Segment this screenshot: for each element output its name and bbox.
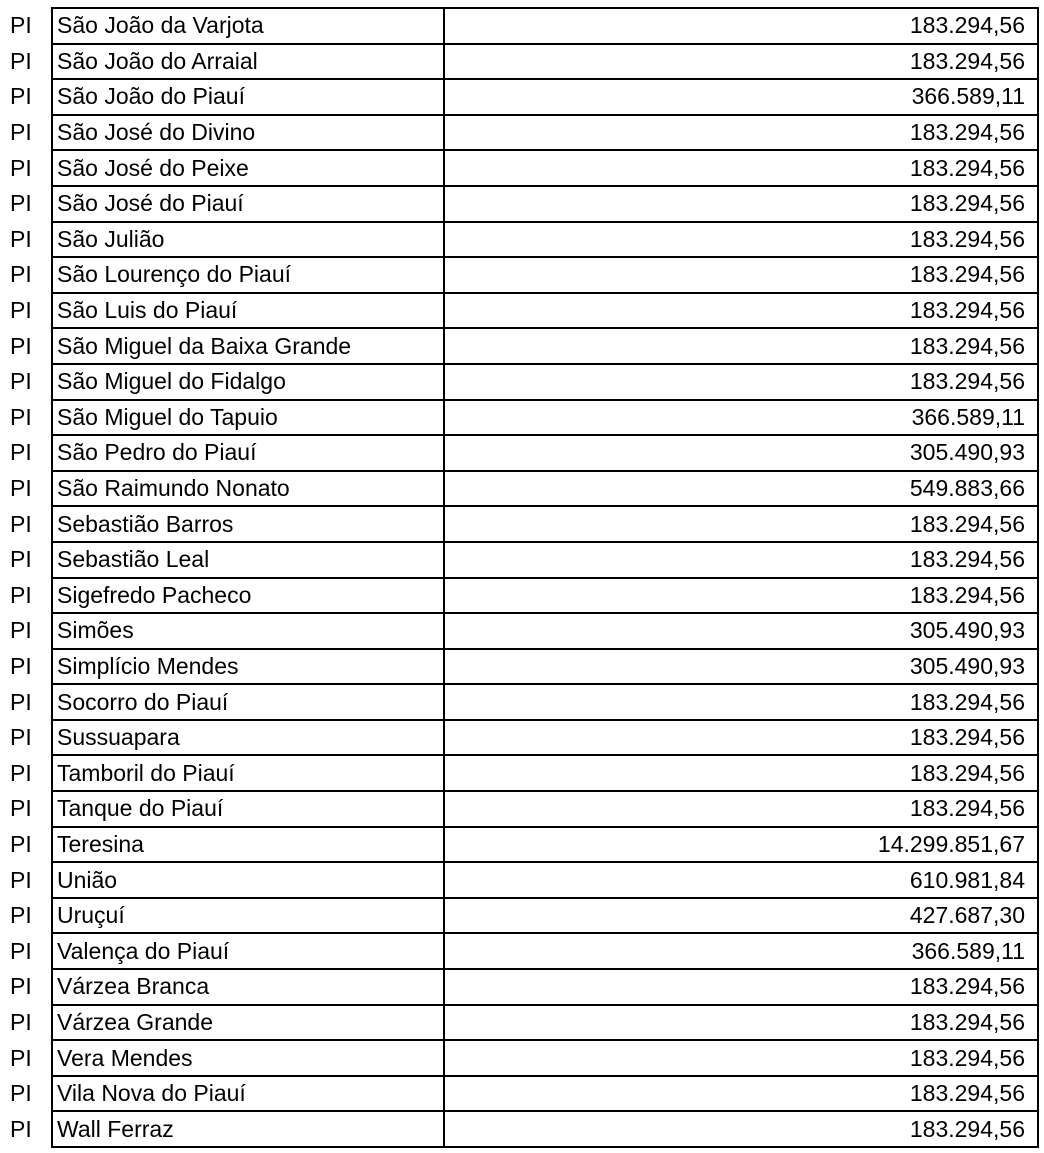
municipality-cell: Sebastião Barros <box>52 506 444 542</box>
municipality-cell: São João do Piauí <box>52 79 444 115</box>
value-cell: 305.490,93 <box>444 435 1038 471</box>
state-cell: PI <box>10 617 32 644</box>
state-cell: PI <box>10 190 32 217</box>
value-cell: 183.294,56 <box>444 150 1038 186</box>
state-cell: PI <box>10 937 32 964</box>
table-row <box>0 578 1038 614</box>
state-cell: PI <box>10 83 32 110</box>
value-cell: 183.294,56 <box>444 44 1038 80</box>
value-cell: 183.294,56 <box>444 969 1038 1005</box>
table-row <box>0 44 1038 80</box>
table-row <box>0 1040 1038 1076</box>
municipality-cell: São Raimundo Nonato <box>52 471 444 507</box>
state-cell: PI <box>10 368 32 395</box>
table-row <box>0 1076 1038 1112</box>
table-row <box>0 8 1038 44</box>
value-cell: 549.883,66 <box>444 471 1038 507</box>
table-row <box>0 400 1038 436</box>
state-cell: PI <box>10 688 32 715</box>
value-cell: 183.294,56 <box>444 115 1038 151</box>
value-cell: 183.294,56 <box>444 328 1038 364</box>
table-row <box>0 933 1038 969</box>
value-cell: 305.490,93 <box>444 649 1038 685</box>
value-cell: 183.294,56 <box>444 542 1038 578</box>
value-cell: 183.294,56 <box>444 293 1038 329</box>
municipality-cell: São Lourenço do Piauí <box>52 257 444 293</box>
state-cell: PI <box>10 297 32 324</box>
state-cell: PI <box>10 973 32 1000</box>
state-cell: PI <box>10 225 32 252</box>
table-row <box>0 186 1038 222</box>
table-row <box>0 150 1038 186</box>
municipality-cell: Sigefredo Pacheco <box>52 578 444 614</box>
state-cell: PI <box>10 1080 32 1107</box>
value-cell: 183.294,56 <box>444 1005 1038 1041</box>
value-cell: 183.294,56 <box>444 1076 1038 1112</box>
table-row <box>0 79 1038 115</box>
state-cell: PI <box>10 546 32 573</box>
table-row <box>0 862 1038 898</box>
table-row <box>0 827 1038 863</box>
state-cell: PI <box>10 439 32 466</box>
value-cell: 183.294,56 <box>444 8 1038 44</box>
municipality-cell: São Pedro do Piauí <box>52 435 444 471</box>
value-cell: 610.981,84 <box>444 862 1038 898</box>
municipality-cell: Sussuapara <box>52 720 444 756</box>
municipality-cell: Tanque do Piauí <box>52 791 444 827</box>
table-row <box>0 1005 1038 1041</box>
state-cell: PI <box>10 510 32 537</box>
table-row <box>0 471 1038 507</box>
table-row <box>0 435 1038 471</box>
table-row <box>0 684 1038 720</box>
value-cell: 14.299.851,67 <box>444 827 1038 863</box>
state-cell: PI <box>10 1044 32 1071</box>
value-cell: 183.294,56 <box>444 186 1038 222</box>
value-cell: 183.294,56 <box>444 684 1038 720</box>
value-cell: 366.589,11 <box>444 79 1038 115</box>
table-row <box>0 613 1038 649</box>
state-cell: PI <box>10 830 32 857</box>
municipality-cell: Socorro do Piauí <box>52 684 444 720</box>
value-cell: 305.490,93 <box>444 613 1038 649</box>
state-cell: PI <box>10 332 32 359</box>
municipality-cell: São José do Peixe <box>52 150 444 186</box>
value-cell: 183.294,56 <box>444 755 1038 791</box>
state-cell: PI <box>10 795 32 822</box>
state-cell: PI <box>10 1115 32 1142</box>
municipality-cell: São Luis do Piauí <box>52 293 444 329</box>
municipality-cell: São Julião <box>52 222 444 258</box>
value-cell: 183.294,56 <box>444 506 1038 542</box>
state-cell: PI <box>10 866 32 893</box>
municipality-cell: Vila Nova do Piauí <box>52 1076 444 1112</box>
table-row <box>0 720 1038 756</box>
municipality-cell: São José do Divino <box>52 115 444 151</box>
state-cell: PI <box>10 47 32 74</box>
municipality-cell: Valença do Piauí <box>52 933 444 969</box>
municipality-cell: Várzea Branca <box>52 969 444 1005</box>
value-cell: 183.294,56 <box>444 222 1038 258</box>
value-cell: 183.294,56 <box>444 1111 1038 1147</box>
value-cell: 183.294,56 <box>444 1040 1038 1076</box>
table-row <box>0 222 1038 258</box>
table-row <box>0 791 1038 827</box>
municipality-cell: São João do Arraial <box>52 44 444 80</box>
state-cell: PI <box>10 403 32 430</box>
state-cell: PI <box>10 154 32 181</box>
municipality-cell: São João da Varjota <box>52 8 444 44</box>
municipality-cell: São Miguel do Tapuio <box>52 400 444 436</box>
table-row <box>0 257 1038 293</box>
table-row <box>0 649 1038 685</box>
value-cell: 183.294,56 <box>444 720 1038 756</box>
municipality-table <box>0 7 1039 1148</box>
municipality-cell: São Miguel do Fidalgo <box>52 364 444 400</box>
table-row <box>0 1111 1038 1147</box>
value-cell: 366.589,11 <box>444 933 1038 969</box>
state-cell: PI <box>10 1008 32 1035</box>
state-cell: PI <box>10 759 32 786</box>
value-cell: 183.294,56 <box>444 578 1038 614</box>
municipality-cell: São Miguel da Baixa Grande <box>52 328 444 364</box>
state-cell: PI <box>10 652 32 679</box>
value-cell: 183.294,56 <box>444 364 1038 400</box>
table-row <box>0 898 1038 934</box>
municipality-cell: Teresina <box>52 827 444 863</box>
state-cell: PI <box>10 119 32 146</box>
table-row <box>0 115 1038 151</box>
table-row <box>0 542 1038 578</box>
state-cell: PI <box>10 724 32 751</box>
table-body <box>0 8 1038 1147</box>
state-cell: PI <box>10 12 32 39</box>
value-cell: 366.589,11 <box>444 400 1038 436</box>
value-cell: 183.294,56 <box>444 791 1038 827</box>
state-cell: PI <box>10 902 32 929</box>
table-row <box>0 328 1038 364</box>
table-row <box>0 506 1038 542</box>
municipality-cell: Simões <box>52 613 444 649</box>
state-cell: PI <box>10 475 32 502</box>
municipality-cell: Wall Ferraz <box>52 1111 444 1147</box>
state-cell: PI <box>10 261 32 288</box>
table-row <box>0 969 1038 1005</box>
municipality-table-container <box>0 7 1039 1148</box>
state-cell: PI <box>10 581 32 608</box>
municipality-cell: Uruçuí <box>52 898 444 934</box>
municipality-cell: Várzea Grande <box>52 1005 444 1041</box>
table-row <box>0 755 1038 791</box>
table-row <box>0 293 1038 329</box>
municipality-cell: Sebastião Leal <box>52 542 444 578</box>
municipality-cell: Simplício Mendes <box>52 649 444 685</box>
value-cell: 183.294,56 <box>444 257 1038 293</box>
table-row <box>0 364 1038 400</box>
value-cell: 427.687,30 <box>444 898 1038 934</box>
municipality-cell: Tamboril do Piauí <box>52 755 444 791</box>
municipality-cell: São José do Piauí <box>52 186 444 222</box>
municipality-cell: União <box>52 862 444 898</box>
municipality-cell: Vera Mendes <box>52 1040 444 1076</box>
